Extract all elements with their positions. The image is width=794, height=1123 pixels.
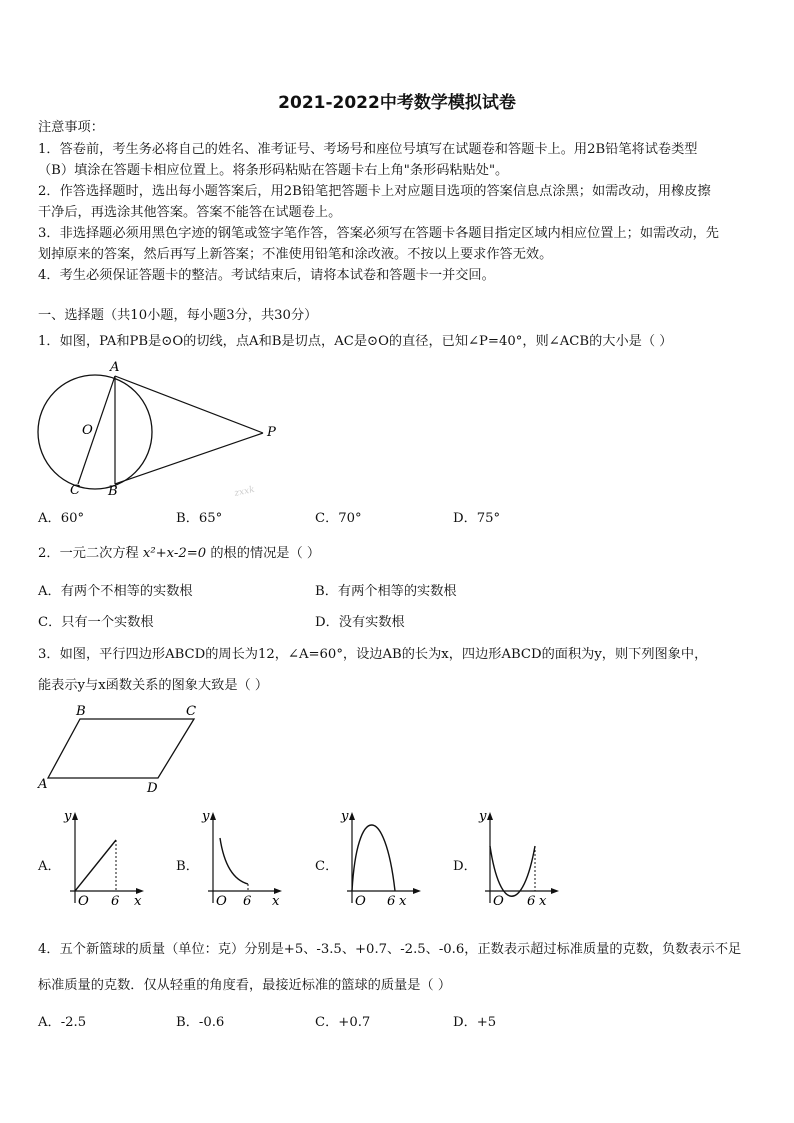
q4-option-d: D．+5 [453, 1015, 497, 1030]
page-title: 2021-2022中考数学模拟试卷 [278, 93, 516, 113]
axis-x-label: x [272, 894, 280, 909]
q4-option-b: B．-0.6 [176, 1015, 225, 1030]
label-o: O [82, 423, 93, 438]
question-2-stem: 2．一元二次方程 x²+x-2=0 的根的情况是（ ） [38, 546, 321, 561]
tangent-pb [115, 433, 263, 484]
label-p: P [267, 425, 276, 440]
graph-curve [490, 846, 535, 896]
circle-o [38, 375, 152, 489]
graph-curve [352, 825, 395, 891]
axis-y-label: y [479, 809, 487, 824]
axis-y-label: y [202, 809, 210, 824]
label-d: D [147, 781, 158, 796]
q3-option-b: B． [176, 859, 199, 874]
tick-6: 6 [387, 894, 396, 909]
label-c: C [70, 483, 81, 498]
graph-line [75, 840, 116, 891]
question-3-stem-line2: 能表示y与x函数关系的图象大致是（ ） [38, 678, 269, 693]
q3-graph-a [60, 808, 150, 913]
tick-6: 6 [527, 894, 536, 909]
q2-option-b: B．有两个相等的实数根 [315, 584, 457, 599]
label-c: C [186, 704, 197, 719]
y-arrow [487, 812, 493, 820]
q1-option-b: B．65° [176, 511, 223, 526]
parallelogram-abcd [48, 719, 194, 778]
q2-option-c: C．只有一个实数根 [38, 615, 154, 630]
axis-y-label: y [341, 809, 349, 824]
q3-option-a: A． [38, 859, 61, 874]
q3-graph-d [475, 808, 565, 913]
axis-x-label: x [134, 894, 142, 909]
notice-line: 干净后，再选涂其他答案。答案不能答在试题卷上。 [38, 205, 342, 220]
origin-label: O [493, 894, 504, 909]
tangent-pa [115, 376, 263, 433]
y-arrow [72, 812, 78, 820]
question-1-stem: 1．如图，PA和PB是⊙O的切线，点A和B是切点，AC是⊙O的直径，已知∠P=40°，则∠ACB的大小是（ ） [38, 334, 673, 349]
y-arrow [210, 812, 216, 820]
q3-option-c: C． [315, 859, 339, 874]
label-b: B [108, 484, 118, 499]
question-4-stem-line2: 标准质量的克数．仅从轻重的角度看，最接近标准的篮球的质量是（ ） [38, 978, 452, 993]
q3-option-d: D． [453, 859, 477, 874]
q2-option-a: A．有两个不相等的实数根 [38, 584, 193, 599]
q1-option-d: D．75° [453, 511, 501, 526]
tick-6: 6 [243, 894, 252, 909]
q3-graph-b [198, 808, 288, 913]
label-b: B [76, 704, 86, 719]
section-heading: 一、选择题（共10小题，每小题3分，共30分） [38, 308, 318, 323]
label-a: A [110, 360, 120, 375]
notice-line: 3．非选择题必须用黑色字迹的钢笔或签字笔作答，答案必须写在答题卡各题目指定区域内相应位置上；如需改动，先 [38, 226, 719, 241]
origin-label: O [216, 894, 227, 909]
y-arrow [349, 812, 355, 820]
notice-line: 4．考生必须保证答题卡的整洁。考试结束后，请将本试卷和答题卡一并交回。 [38, 268, 495, 283]
notice-line: 2．作答选择题时，选出每小题答案后，用2B铅笔把答题卡上对应题目选项的答案信息点涂黑；如需改动，用橡皮擦 [38, 184, 711, 199]
q1-option-a: A．60° [38, 511, 85, 526]
notice-line: （B）填涂在答题卡相应位置上。将条形码粘贴在答题卡右上角"条形码粘贴处"。 [38, 163, 509, 178]
x-arrow [413, 888, 421, 894]
q3-parallelogram-figure [34, 702, 209, 797]
question-4-stem: 4．五个新篮球的质量（单位：克）分别是+5、-3.5、+0.7、-2.5、-0.6，正数表示超过标准质量的克数，负数表示不足 [38, 942, 742, 957]
notice-line: 1．答卷前，考生务必将自己的姓名、准考证号、考场号和座位号填写在试题卷和答题卡上。用2B铅笔将试卷类型 [38, 142, 698, 157]
q2-option-d: D．没有实数根 [315, 615, 405, 630]
q4-option-a: A．-2.5 [38, 1015, 87, 1030]
origin-label: O [78, 894, 89, 909]
q3-graph-c [337, 808, 427, 913]
question-3-stem: 3．如图，平行四边形ABCD的周长为12，∠A=60°，设边AB的长为x，四边形ABCD的面积为y，则下列图象中， [38, 647, 708, 662]
x-arrow [551, 888, 559, 894]
watermark-text: zxxk [233, 484, 256, 499]
label-a: A [38, 777, 48, 792]
notice-heading: 注意事项： [38, 120, 104, 135]
axis-x-label: x [539, 894, 547, 909]
graph-curve [220, 838, 248, 884]
axis-x-label: x [399, 894, 407, 909]
equation: x²+x-2=0 [142, 546, 207, 561]
q4-option-c: C．+0.7 [315, 1015, 371, 1030]
origin-label: O [355, 894, 366, 909]
axis-y-label: y [64, 809, 72, 824]
q1-option-c: C．70° [315, 511, 362, 526]
q1-circle-tangent-figure [30, 356, 290, 506]
notice-line: 划掉原来的答案，然后再写上新答案；不准使用铅笔和涂改液。不按以上要求作答无效。 [38, 247, 553, 262]
tick-6: 6 [111, 894, 120, 909]
